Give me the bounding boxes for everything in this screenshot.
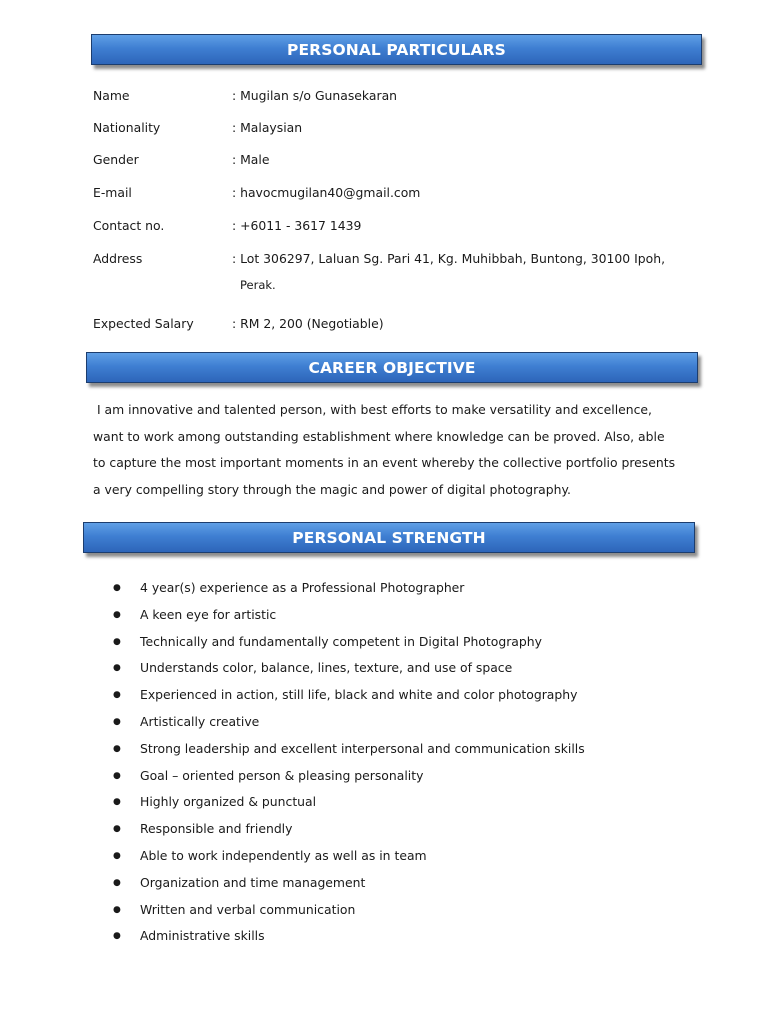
bullet-icon: ● (113, 904, 121, 915)
strength-text: Artistically creative (140, 713, 260, 729)
strength-text: Written and verbal communication (140, 901, 356, 917)
field-label-contact: Contact no. (93, 218, 165, 233)
field-label-gender: Gender (93, 152, 139, 167)
career-objective-header (86, 352, 698, 383)
field-value-gender: : Male (232, 152, 270, 167)
personal-particulars-title: PERSONAL PARTICULARS (287, 40, 506, 59)
strength-text: Highly organized & punctual (140, 794, 317, 810)
bullet-icon: ● (113, 663, 121, 674)
field-label-name: Name (93, 88, 130, 103)
bullet-icon: ● (113, 636, 121, 647)
field-label-salary: Expected Salary (93, 316, 194, 331)
field-label-email: E-mail (93, 185, 132, 200)
field-value-name: : Mugilan s/o Gunasekaran (232, 88, 398, 103)
personal-strength-header (83, 522, 695, 553)
address-continuation: Perak. (240, 278, 276, 292)
strength-text: A keen eye for artistic (140, 606, 277, 622)
career-objective-title: CAREER OBJECTIVE (308, 358, 476, 377)
field-value-salary: : RM 2, 200 (Negotiable) (232, 316, 384, 331)
bullet-icon: ● (113, 797, 121, 808)
field-value-nationality: : Malaysian (232, 120, 303, 135)
strength-text: Administrative skills (140, 928, 265, 944)
bullet-icon: ● (113, 931, 121, 942)
bullet-icon: ● (113, 824, 121, 835)
bullet-icon: ● (113, 877, 121, 888)
bullet-icon: ● (113, 690, 121, 701)
objective-line: I am innovative and talented person, with best efforts to make versatility and excellence, (93, 402, 652, 417)
strength-text: Experienced in action, still life, black and white and color photography (140, 687, 578, 703)
field-value-contact: : +6011 - 3617 1439 (232, 218, 362, 233)
field-value-email: : havocmugilan40@gmail.com (232, 185, 421, 200)
bullet-icon: ● (113, 850, 121, 861)
field-label-address: Address (93, 251, 143, 266)
bullet-icon: ● (113, 716, 121, 727)
strength-text: Organization and time management (140, 874, 366, 890)
field-value-address: : Lot 306297, Laluan Sg. Pari 41, Kg. Muhibbah, Buntong, 30100 Ipoh, (232, 251, 666, 266)
strength-text: Understands color, balance, lines, texture, and use of space (140, 660, 513, 676)
strength-text: Strong leadership and excellent interpersonal and communication skills (140, 740, 585, 756)
objective-line: want to work among outstanding establishment where knowledge can be proved. Also, able (93, 429, 665, 444)
strength-text: Goal – oriented person & pleasing personality (140, 767, 424, 783)
personal-strength-title: PERSONAL STRENGTH (292, 528, 486, 547)
objective-line: to capture the most important moments in an event whereby the collective portfolio presents (93, 455, 676, 470)
bullet-icon: ● (113, 609, 121, 620)
strength-text: 4 year(s) experience as a Professional Photographer (140, 580, 465, 595)
personal-particulars-header (91, 34, 702, 65)
strength-text: Responsible and friendly (140, 821, 293, 837)
bullet-icon: ● (113, 743, 121, 754)
strength-text: Technically and fundamentally competent in Digital Photography (140, 633, 542, 649)
field-label-nationality: Nationality (93, 120, 161, 135)
objective-line: a very compelling story through the magic and power of digital photography. (93, 482, 571, 497)
strength-text: Able to work independently as well as in team (140, 847, 427, 863)
bullet-icon: ● (113, 770, 121, 781)
bullet-icon: ● (113, 583, 121, 593)
